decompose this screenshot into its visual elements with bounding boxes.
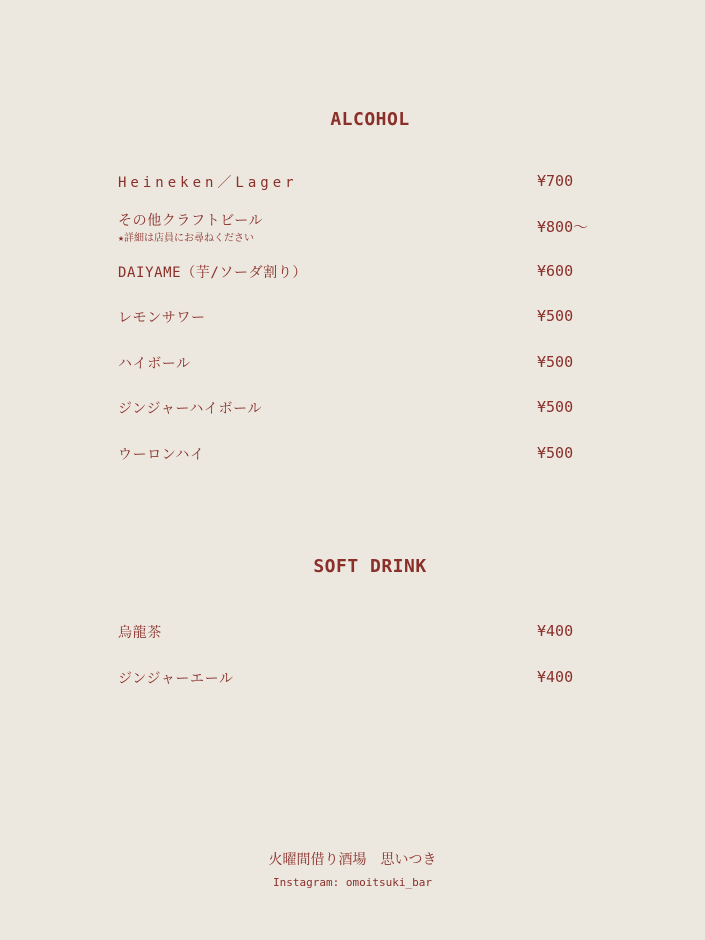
item-name: ジンジャーエール [118,671,234,687]
soft-drink-section-title: SOFT DRINK [313,556,427,577]
menu-item-lemon-sour [118,307,598,329]
item-note: ★詳細は店員にお尋ねください [118,233,255,244]
item-price: ¥500 [537,307,574,325]
item-price: ¥700 [537,172,574,190]
alcohol-section-title: ALCOHOL [330,109,410,130]
menu-item-oolong-tea [118,622,598,644]
item-price: ¥500 [537,398,574,416]
item-name: 烏龍茶 [118,625,162,641]
item-name: その他クラフトビール [118,213,264,229]
item-name: ウーロンハイ [118,447,205,463]
item-name: ハイボール [118,356,191,372]
menu-item-ginger-highball [118,398,598,420]
menu-item-daiyame [118,262,598,284]
menu-item-craft-beer [118,210,598,244]
item-name: Heineken／Lager [118,175,298,191]
menu-item-heineken [118,172,598,194]
item-price: ¥500 [537,353,574,371]
item-name: DAIYAME（芋/ソーダ割り） [118,265,308,281]
item-price: ¥600 [537,262,574,280]
menu-item-oolong-high [118,444,598,466]
menu-item-ginger-ale [118,668,598,690]
item-price: ¥400 [537,668,574,686]
menu-item-highball [118,353,598,375]
instagram-handle: Instagram: omoitsuki_bar [273,876,432,889]
shop-name: 火曜間借り酒場 思いつき [268,852,437,868]
item-name: レモンサワー [118,310,206,326]
item-price: ¥800〜 [537,218,589,236]
item-price: ¥400 [537,622,574,640]
item-name: ジンジャーハイボール [118,401,263,417]
item-price: ¥500 [537,444,574,462]
